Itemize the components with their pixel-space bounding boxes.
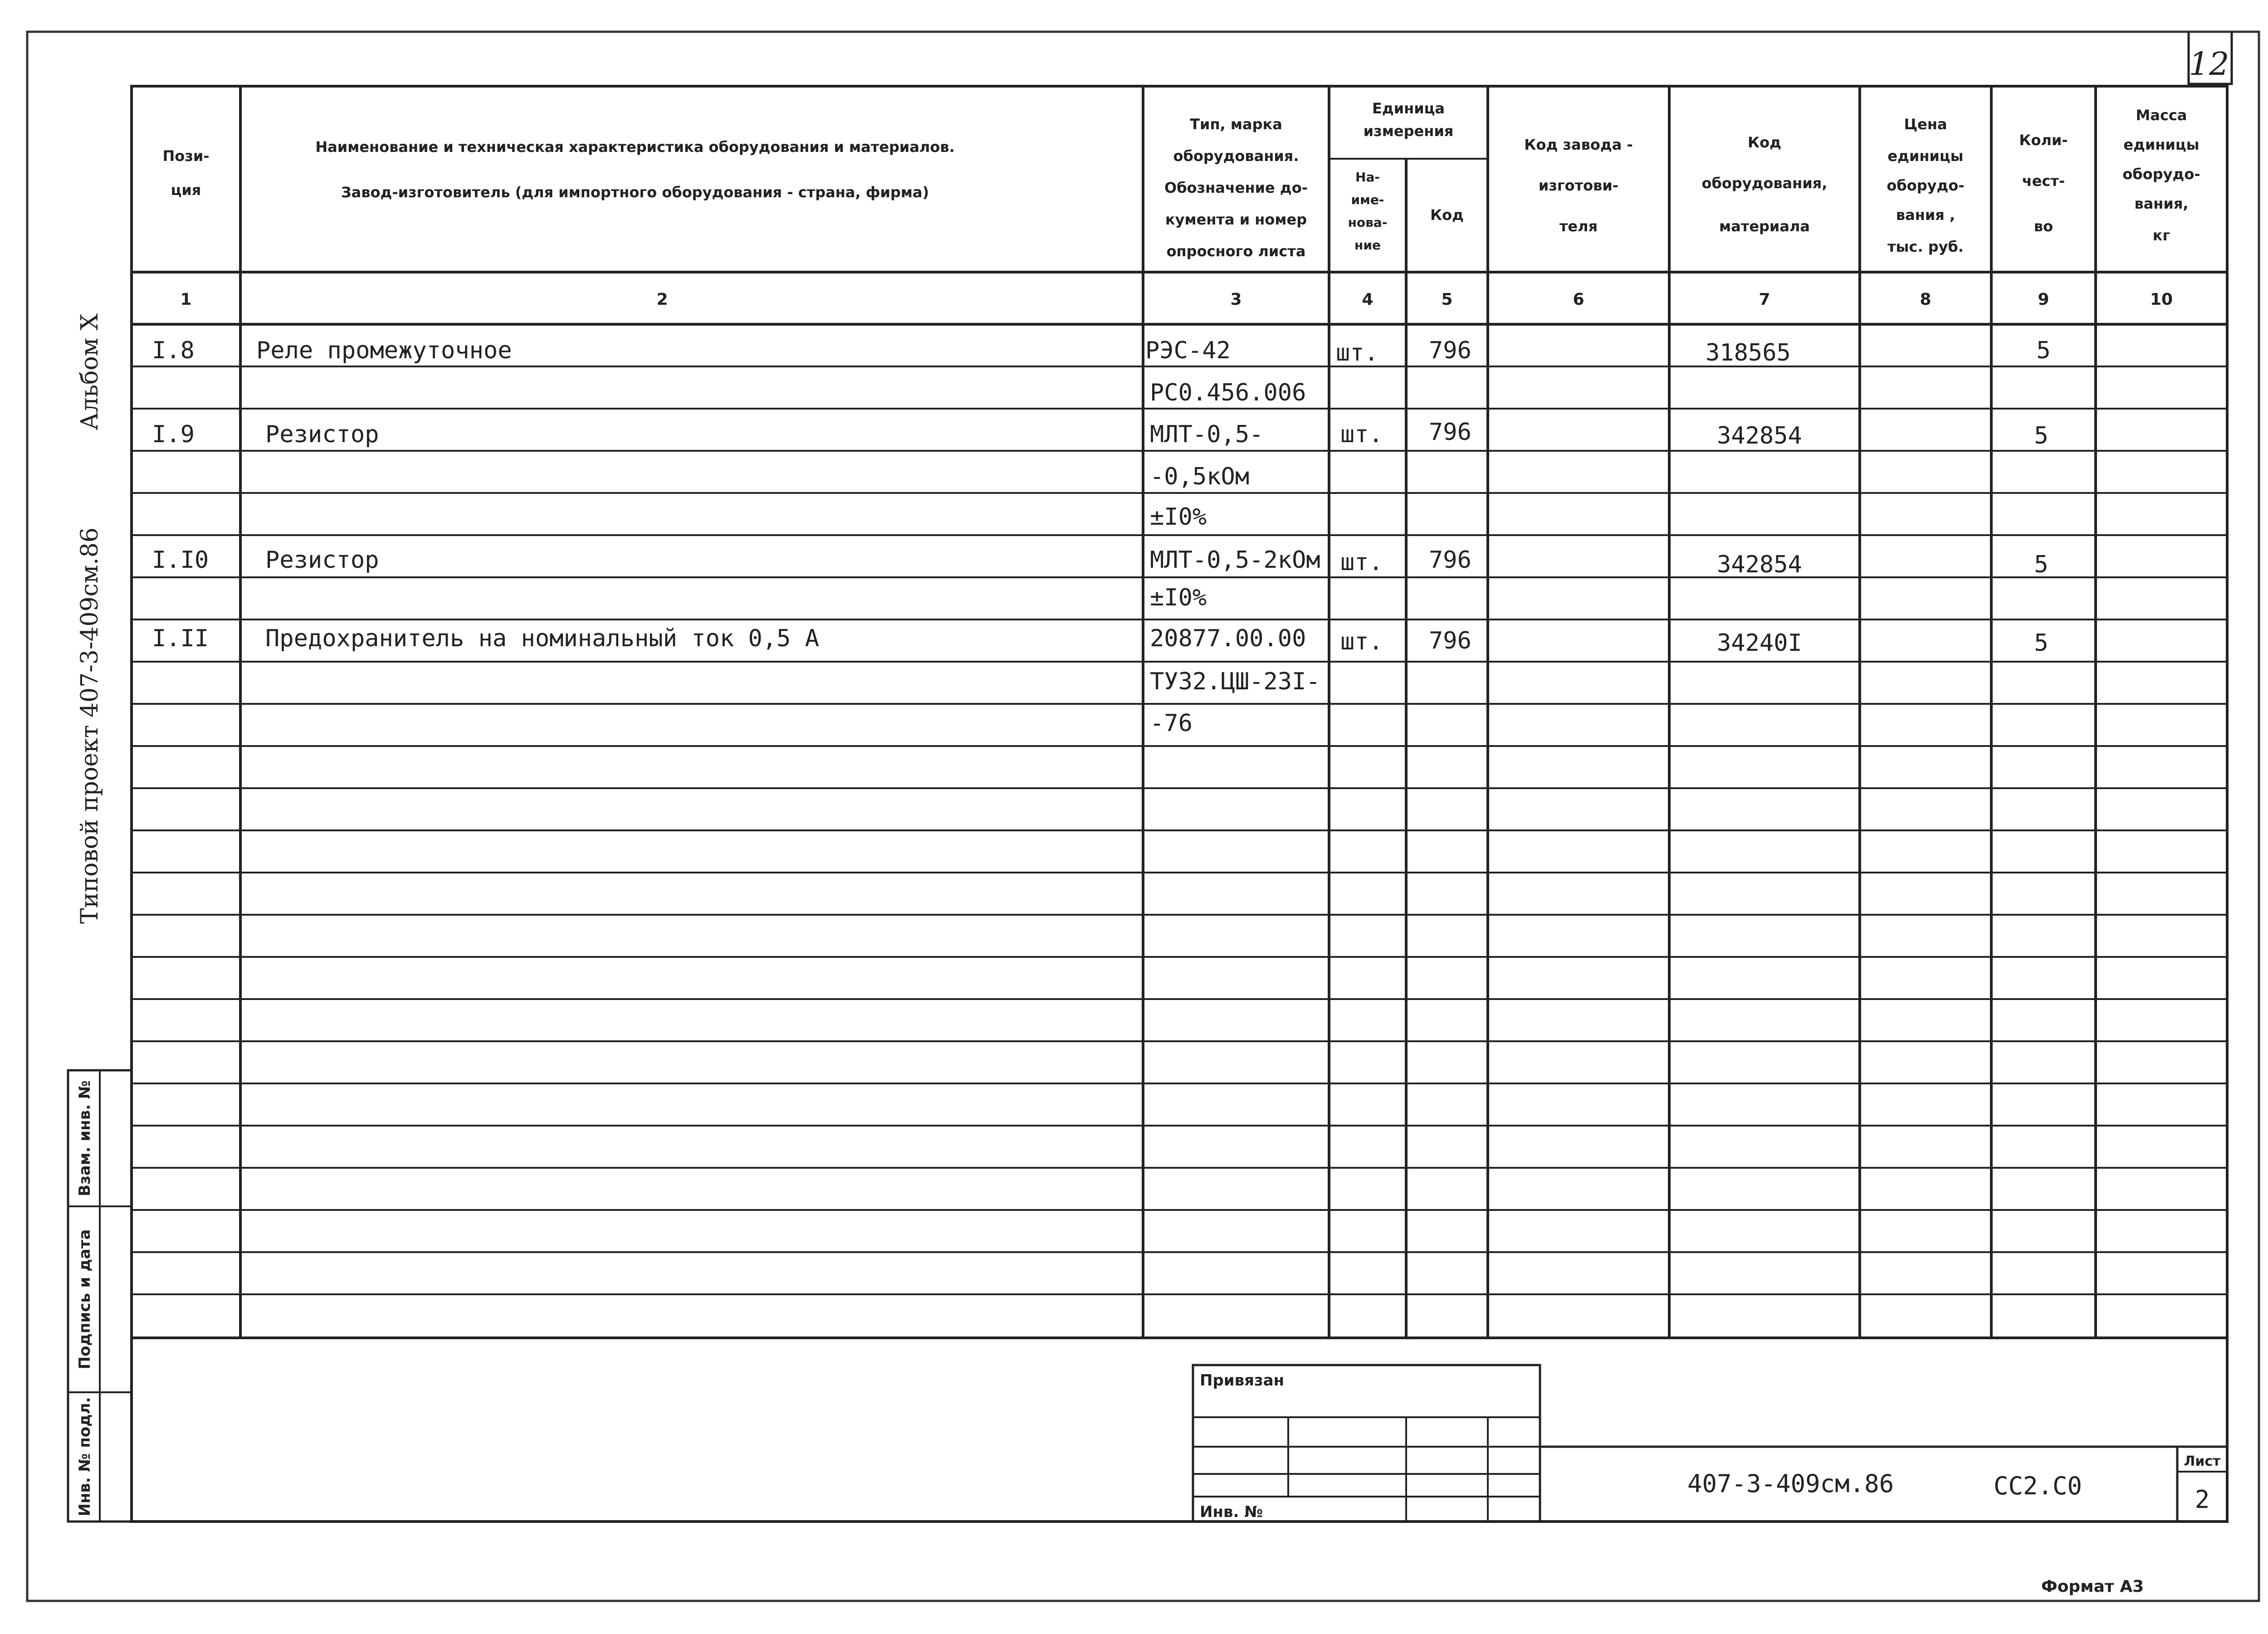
hdr-mass: Масса единицы оборудо-вания, кг [2122,107,2200,244]
cell-unit: шт. [1340,549,1383,576]
cell-qty: 5 [2036,337,2051,364]
sheet-label: Лист [2184,1454,2221,1469]
col-num: 9 [2038,290,2049,309]
table-row [1150,463,1249,490]
hdr-qty: Коли-чест-во [2019,132,2068,235]
hdr-unit-group: Единица измерения [1363,100,1454,140]
cell-unit: шт. [1340,421,1383,448]
cell-name: Предохранитель на номинальный ток 0,5 А [265,625,819,652]
stamp-inv-orig: Инв. № подл. [76,1397,94,1517]
hdr-unit-code: Код [1430,206,1464,224]
cell-type: РС0.456.006 [1150,379,1306,406]
col-num: 6 [1573,290,1584,309]
cell-type: -76 [1150,710,1193,737]
cell-type: ±I0% [1150,503,1207,531]
cell-ucode: 796 [1429,627,1471,654]
stamp-inv-no: Инв. № [1200,1503,1263,1521]
table-row [152,419,2048,449]
cell-type: -0,5кОм [1150,463,1250,490]
table-row [1150,710,1193,737]
cell-pos: I.8 [152,337,195,364]
cell-pos: I.I0 [152,546,209,574]
sheet-number: 12 [2189,45,2229,83]
cell-type: МЛТ-0,5- [1150,421,1264,448]
stamp-sign-date: Подпись и дата [76,1229,94,1370]
table-body [152,337,2051,737]
cell-type: ±I0% [1150,584,1207,611]
spec-table-grid [132,86,2227,1522]
hdr-name: Наименование и техническая характеристика оборудования и материалов. Завод-изготовитель (для импортного оборудования - страна, фирма) [315,138,955,201]
col-num: 3 [1230,290,1242,309]
col-num: 7 [1759,290,1770,309]
hdr-price: Цена единицы оборудо-вания , тыс. руб. [1887,116,1965,255]
left-stamp [68,1070,132,1522]
col-num: 4 [1362,290,1374,309]
col-num: 10 [2150,290,2173,309]
cell-name: Резистор [265,421,379,448]
cell-ucode: 796 [1429,419,1471,446]
table-row [152,337,2051,366]
cell-unit: шт. [1340,628,1383,655]
cell-ucode: 796 [1429,546,1471,574]
table-row [1150,379,1306,406]
hdr-type: Тип, марка оборудования. Обозначение до-кумента и номер опросного листа [1164,116,1308,260]
cell-ucode: 796 [1429,337,1471,364]
table-row [1150,584,1207,611]
hdr-plant-code: Код завода -изготови-теля [1524,136,1633,235]
cell-name: Резистор [265,546,379,574]
hdr-position: Пози-ция [162,147,210,199]
cell-pos: I.9 [152,421,195,448]
sheet-no: 2 [2195,1485,2210,1514]
hdr-equip-code: Код оборудования, материала [1701,134,1828,235]
table-row [1150,668,1320,695]
hdr-unit-name: На-име-нова-ние [1348,170,1388,253]
cell-type: МЛТ-0,5-2кОм [1150,546,1320,574]
cell-equip: 342854 [1717,551,1802,578]
column-numbers [180,290,2173,309]
side-album: Альбом X [76,313,103,430]
sheet-number-box [2189,32,2232,84]
cell-equip: 342854 [1717,422,1802,449]
table-row [1150,503,1207,531]
col-num: 5 [1441,290,1453,309]
cell-name: Реле промежуточное [256,337,512,364]
cell-qty: 5 [2034,629,2048,657]
cell-equip: 318565 [1706,339,1791,366]
cell-type: РЭС-42 [1145,337,1231,364]
col-num: 1 [180,290,192,309]
cell-pos: I.II [152,625,209,652]
cell-equip: 34240I [1717,629,1802,657]
table-header [162,100,2200,260]
stamp-replace-inv: Взам. инв. № [76,1080,94,1196]
sheet-code: СС2.С0 [1994,1472,2082,1500]
format-label: Формат А3 [2041,1577,2144,1596]
side-project: Типовой проект 407-3-409см.86 [76,527,103,924]
col-num: 2 [656,290,668,309]
col-num: 8 [1920,290,1931,309]
cell-qty: 5 [2034,551,2048,578]
stamp-bound: Привязан [1200,1371,1285,1390]
cell-unit: шт. [1336,339,1378,366]
table-row [152,546,2048,578]
doc-code: 407-3-409см.86 [1687,1469,1894,1498]
cell-type: ТУ32.ЦШ-23I- [1150,668,1320,695]
cell-type: 20877.00.00 [1150,625,1306,652]
table-row [152,625,2048,657]
side-title [76,313,103,924]
cell-qty: 5 [2034,422,2048,449]
